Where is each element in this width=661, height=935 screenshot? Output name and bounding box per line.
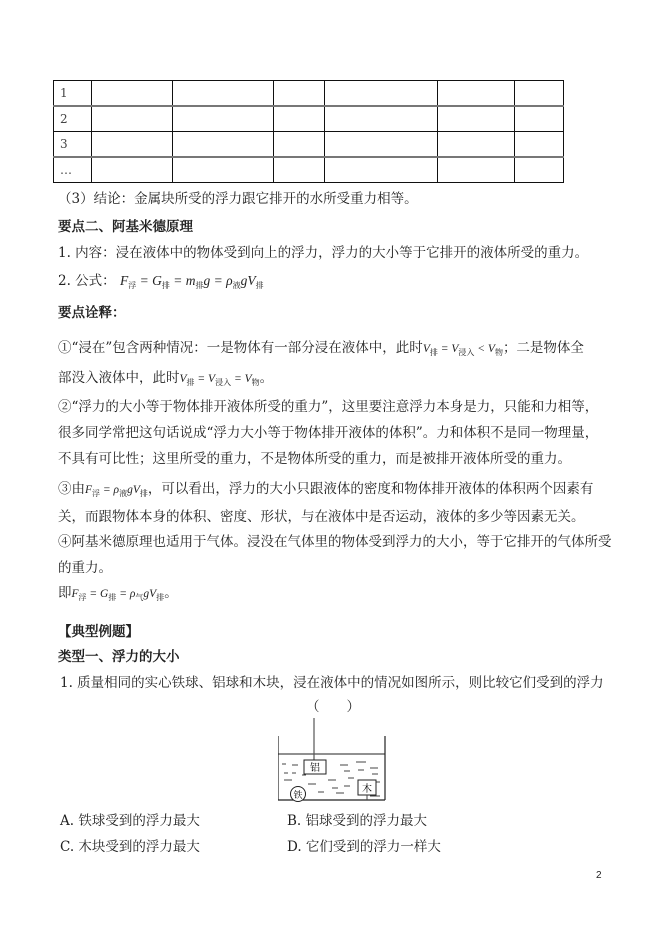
note-2-line1: ②“浮力的大小等于物体排开液体所受的重力”，这里要注意浮力本身是力，只能和力相等， [58, 399, 599, 415]
table-cell [173, 157, 274, 183]
table-row [54, 81, 564, 107]
note-2-line2: 很多同学常把这句话说成“浮力大小等于物体排开液体的体积”。力和体积不是同一物理量， [58, 425, 599, 441]
wood-label: 木 [362, 784, 372, 795]
note-1-line1: ①“浸在”包含两种情况：一是物体有一部分浸在液体中，此时$V_排 = V_{浸入} < V_物$；二是物体全 [58, 340, 584, 357]
archimedes-content: 1. 内容：浸在液体中的物体受到向上的浮力，浮力的大小等于它排开的液体所受的重力。 [58, 245, 589, 261]
table-cell [515, 132, 564, 158]
section-title-archimedes: 要点二、阿基米德原理 [58, 219, 193, 235]
table-cell-label: … [54, 157, 92, 183]
formula-line [58, 272, 264, 295]
table-cell [173, 81, 274, 107]
notes-title: 要点诠释： [58, 305, 126, 321]
note-2-line3: 不具有可比性；这里所受的重力，不是物体所受的重力，而是被排开液体所受的重力。 [58, 451, 571, 467]
table-cell [274, 106, 325, 132]
math-v-relation-partial: $V_排 = V_{浸入} < V_物$ [422, 343, 503, 357]
table-cell [438, 157, 515, 183]
iron-label: 铁 [293, 791, 303, 801]
table-row [54, 132, 564, 158]
table-cell [92, 81, 173, 107]
table-cell [274, 132, 325, 158]
formula-label: 2. 公式： [58, 273, 116, 289]
note-4-line3: 即$F_浮 = G_排 = \rho_气gV_排$。 [58, 585, 178, 602]
table-row [54, 106, 564, 132]
table-cell [274, 81, 325, 107]
table-cell [92, 132, 173, 158]
note-3-line2: 关，而跟物体本身的体积、密度、形状，与在液体中是否运动，液体的多少等因素无关。 [58, 509, 585, 525]
table-cell [515, 81, 564, 107]
table-cell [438, 81, 515, 107]
question-1-text: 1. 质量相同的实心铁球、铝球和木块，浸在液体中的情况如图所示，则比较它们受到的浮力 [60, 675, 604, 691]
note-1-line2: 部没入液体中，此时$V_排 = V_{浸入} = V_物$。 [58, 370, 274, 387]
math-buoyancy-formula: $F_浮 = \rho_液gV_排$ [85, 484, 148, 498]
table-cell [325, 81, 438, 107]
note-4-line2: 的重力。 [58, 560, 112, 576]
conclusion-text: （3）结论：金属块所受的浮力跟它排开的水所受重力相等。 [58, 191, 418, 207]
table-cell-label: 3 [54, 132, 92, 158]
table-cell [325, 106, 438, 132]
table-cell-label: 2 [54, 106, 92, 132]
note-4-line1: ④阿基米德原理也适用于气体。浸没在气体里的物体受到浮力的大小，等于它排开的气体所受 [58, 534, 612, 550]
table-cell [515, 106, 564, 132]
examples-header: 【典型例题】 [58, 624, 139, 640]
table-cell [438, 132, 515, 158]
note-3-line1: ③由$F_浮 = \rho_液gV_排$，可以看出，浮力的大小只跟液体的密度和物体排开液体的体积两个因素有 [58, 481, 594, 498]
table-cell [438, 106, 515, 132]
option-a[interactable]: A. 铁球受到的浮力最大 [60, 813, 200, 829]
table-cell [92, 106, 173, 132]
question-1-answer-blank: （ ） [306, 699, 360, 715]
table-cell [325, 132, 438, 158]
table-cell [173, 106, 274, 132]
table-cell [92, 157, 173, 183]
option-c[interactable]: C. 木块受到的浮力最大 [60, 839, 200, 855]
option-b[interactable]: B. 铝球受到的浮力最大 [287, 813, 428, 829]
option-d[interactable]: D. 它们受到的浮力一样大 [287, 839, 441, 855]
math-gas-buoyancy: $F_浮 = G_排 = \rho_气gV_排$ [71, 588, 165, 602]
table-cell [173, 132, 274, 158]
data-table [53, 80, 564, 183]
math-v-relation-full: $V_排 = V_{浸入} = V_物$ [179, 373, 260, 387]
aluminum-label: 铝 [310, 763, 320, 774]
table-row [54, 157, 564, 183]
table-cell [325, 157, 438, 183]
table-cell-label: 1 [54, 81, 92, 107]
table-cell [274, 157, 325, 183]
type-1-title: 类型一、浮力的大小 [58, 649, 180, 665]
table-cell [515, 157, 564, 183]
page-number: 2 [596, 870, 602, 881]
buoyancy-figure [278, 718, 388, 806]
formula: $F_浮 = G_排 = m_排g = \rho_液gV_排$ [119, 273, 264, 290]
